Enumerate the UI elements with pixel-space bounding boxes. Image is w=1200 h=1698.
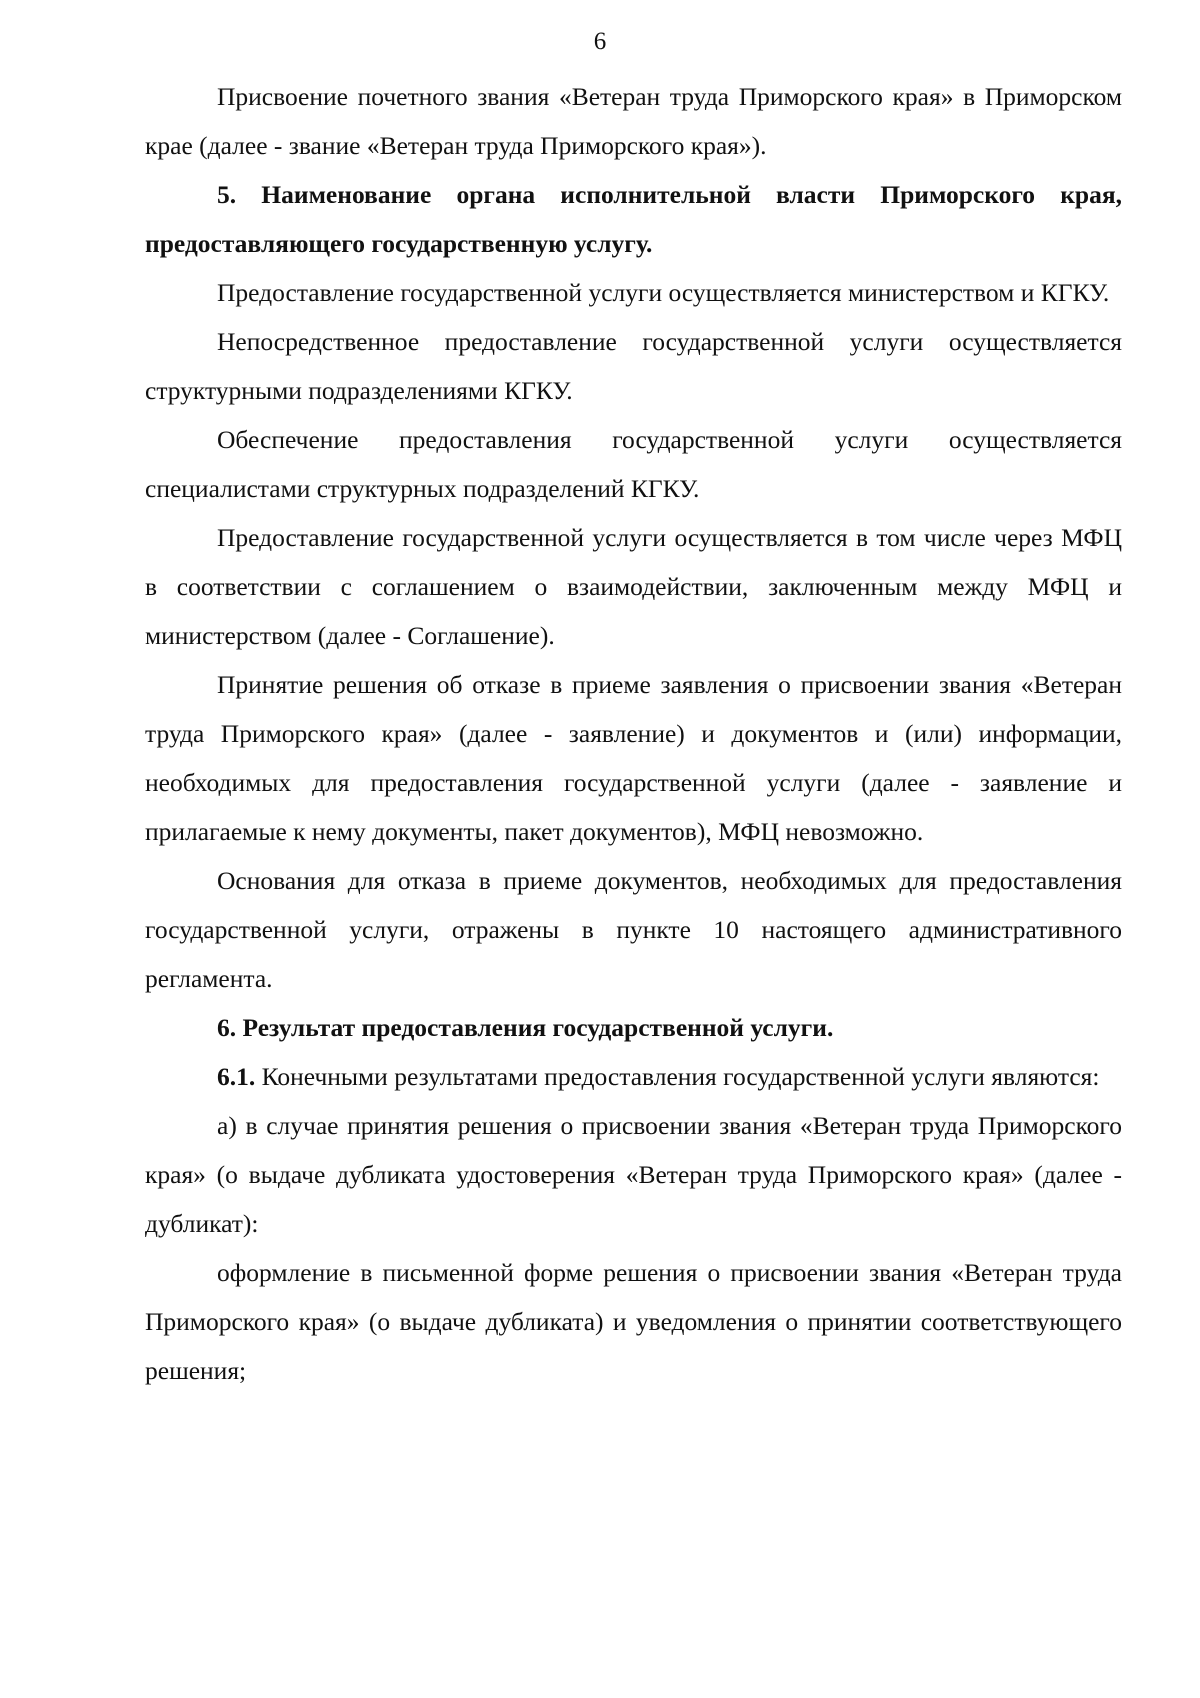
- paragraph-written-decision: оформление в письменной форме решения о присвоении звания «Ветеран труда Приморского края» (о выдаче дубликата) и уведомления о принятии соответствующего решения;: [145, 1258, 1122, 1385]
- section-heading-6: 6. Результат предоставления государственной услуги.: [217, 1013, 834, 1042]
- page-number: 6: [593, 28, 607, 55]
- paragraph-6-1: [145, 1052, 1122, 1101]
- section-heading-5: 5. Наименование органа исполнительной власти Приморского края, предоставляющего государственную услугу.: [145, 180, 1122, 258]
- document-body: [145, 72, 1122, 1395]
- paragraph-specialists: Обеспечение предоставления государственной услуги осуществляется специалистами структурных подразделений КГКУ.: [145, 425, 1122, 503]
- clause-number-6-1: 6.1.: [217, 1062, 256, 1091]
- paragraph-refusal-grounds: Основания для отказа в приеме документов, необходимых для предоставления государственной услуги, отражены в пункте 10 настоящего административного регламента.: [145, 866, 1122, 993]
- paragraph-title-continuation: Присвоение почетного звания «Ветеран труда Приморского края» в Приморском крае (далее - звание «Ветеран труда Приморского края»).: [145, 82, 1122, 160]
- paragraph-refusal-decision: Принятие решения об отказе в приеме заявления о присвоении звания «Ветеран труда Приморского края» (далее - заявление) и документов и (или) информации, необходимых для предоставления государственной услуги (далее - заявление и прилагаемые к нему документы, пакет документов), МФЦ невозможно.: [145, 670, 1122, 846]
- clause-text-6-1: Конечными результатами предоставления государственной услуги являются:: [255, 1062, 1100, 1091]
- paragraph-item-a: а) в случае принятия решения о присвоении звания «Ветеран труда Приморского края» (о выдаче дубликата удостоверения «Ветеран труда Приморского края» (далее - дубликат):: [145, 1111, 1122, 1238]
- paragraph-mfc: Предоставление государственной услуги осуществляется в том числе через МФЦ в соответствии с соглашением о взаимодействии, заключенным между МФЦ и министерством (далее - Соглашение).: [145, 523, 1122, 650]
- paragraph-provider: Предоставление государственной услуги осуществляется министерством и КГКУ.: [217, 278, 1110, 307]
- paragraph-direct-provision: Непосредственное предоставление государственной услуги осуществляется структурными подразделениями КГКУ.: [145, 327, 1122, 405]
